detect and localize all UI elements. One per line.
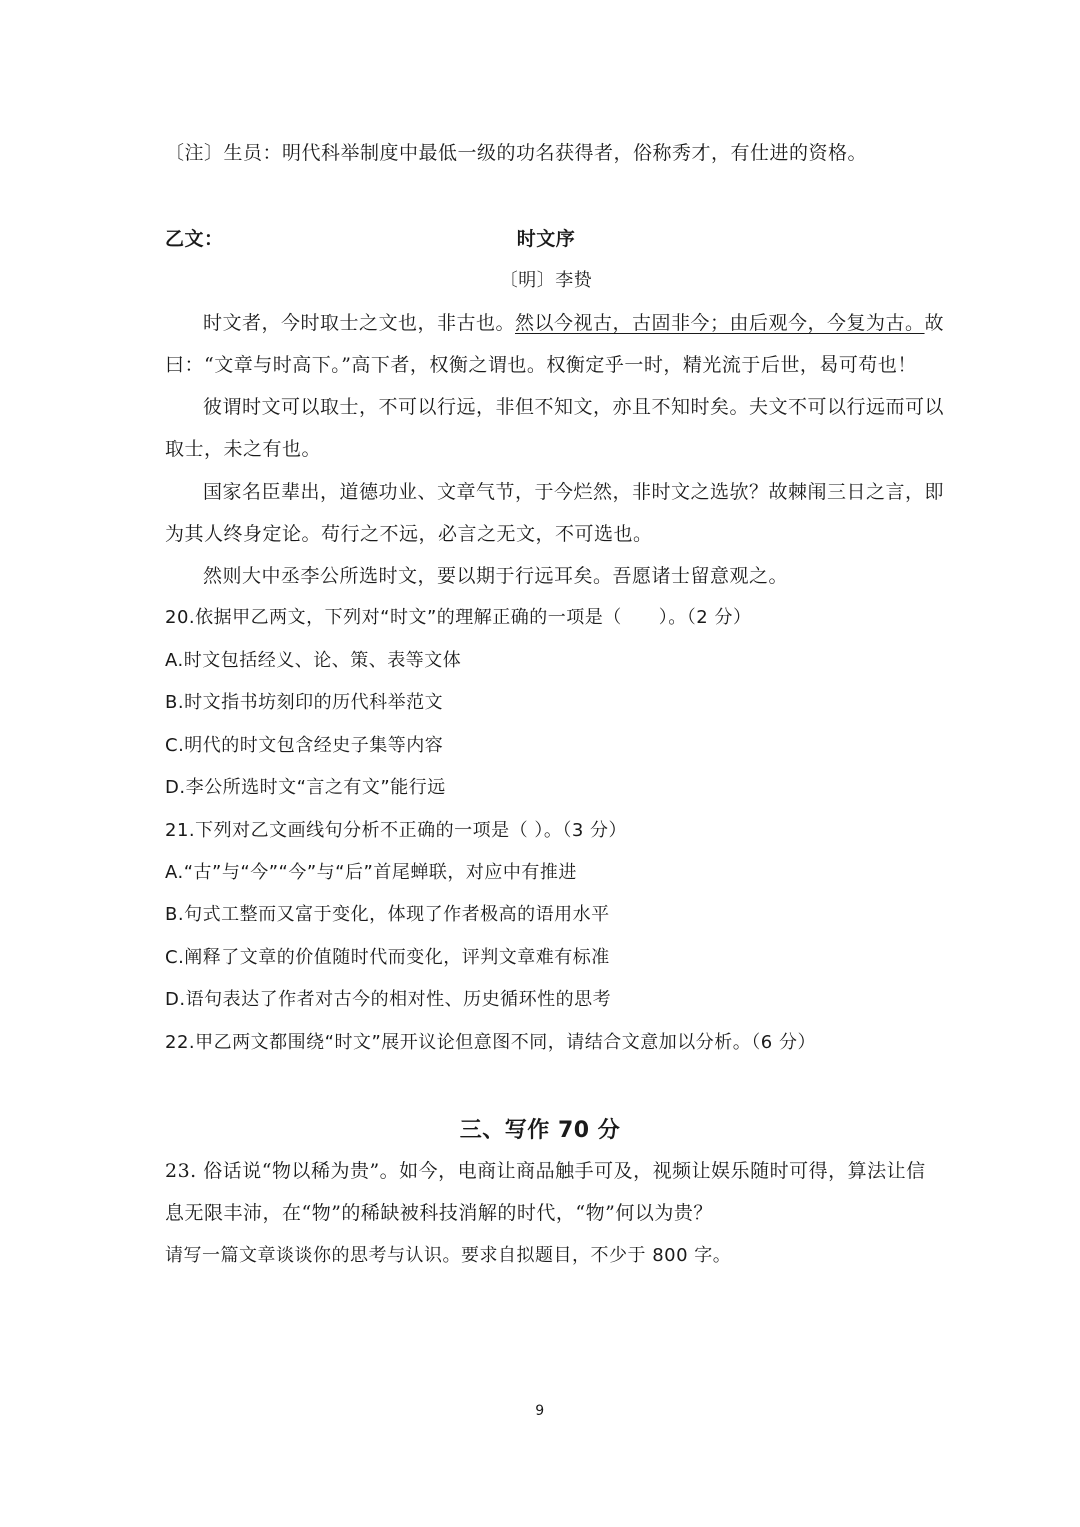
page-number: 9 [535,1403,545,1419]
q22-stem: 22.甲乙两文都围绕“时文”展开议论但意图不同，请结合文意加以分析。（6 分） [165,1032,816,1053]
q20-option-a: A.时文包括经义、论、策、表等文体 [165,650,462,671]
q21-option-b: B.句式工整而又富于变化，体现了作者极高的语用水平 [165,904,610,925]
q20-option-d: D.李公所选时文“言之有文”能行远 [165,777,446,798]
q20-option-b: B.时文指书坊刻印的历代科举范文 [165,692,444,713]
yiwen-label: 乙文： [165,228,224,250]
q21-option-d: D.语句表达了作者对古今的相对性、历史循环性的思考 [165,989,612,1010]
note: 〔注〕生员：明代科举制度中最低一级的功名获得者，俗称秀才，有仕进的资格。 [165,142,868,164]
q20-stem: 20.依据甲乙两文，下列对“时文”的理解正确的一项是（ ）。（2 分） [165,607,752,628]
yiwen-author: 〔明〕李贽 [499,270,593,291]
q20-option-c: C.明代的时文包含经史子集等内容 [165,735,444,756]
q23-line2: 息无限丰沛，在“物”的稀缺被科技消解的时代，“物”何以为贵？ [165,1202,713,1224]
q23-line3: 请写一篇文章谈谈你的思考与认识。要求自拟题目，不少于 800 字。 [165,1245,732,1266]
para1-line1 [203,310,944,336]
q21-stem: 21.下列对乙文画线句分析不正确的一项是（ ）。（3 分） [165,820,628,841]
para3-line2: 为其人终身定论。苟行之不远，必言之无文，不可选也。 [165,523,653,545]
para3-line1: 国家名臣辈出，道德功业、文章气节，于今烂然，非时文之选欤？故棘闱三日之言，即 [203,481,945,503]
section-title: 三、写作 70 分 [459,1118,621,1143]
underlined-sentence: 然以今视古，古固非今；由后观今，今复为古。 [515,312,925,334]
yiwen-title: 时文序 [516,228,576,250]
q21-option-c: C.阐释了文章的价值随时代而变化，评判文章难有标准 [165,947,610,968]
para4-line1: 然则大中丞李公所选时文，要以期于行远耳矣。吾愿诸士留意观之。 [203,565,789,587]
para2-line2: 取士，未之有也。 [165,438,322,460]
para1-start: 时文者，今时取士之文也，非古也。 [203,312,516,334]
q23-line1: 23. 俗话说“物以稀为贵”。如今，电商让商品触手可及，视频让娱乐随时可得，算法让信 [165,1160,926,1182]
para2-line1: 彼谓时文可以取士，不可以行远，非但不知文，亦且不知时矣。夫文不可以行远而可以 [203,396,945,418]
para1-line2: 曰：“文章与时高下。”高下者，权衡之谓也。权衡定乎一时，精光流于后世，曷可苟也！ [165,354,917,376]
para1-end: 故 [924,312,945,334]
q21-option-a: A.“古”与“今”“今”与“后”首尾蝉联，对应中有推进 [165,862,577,883]
